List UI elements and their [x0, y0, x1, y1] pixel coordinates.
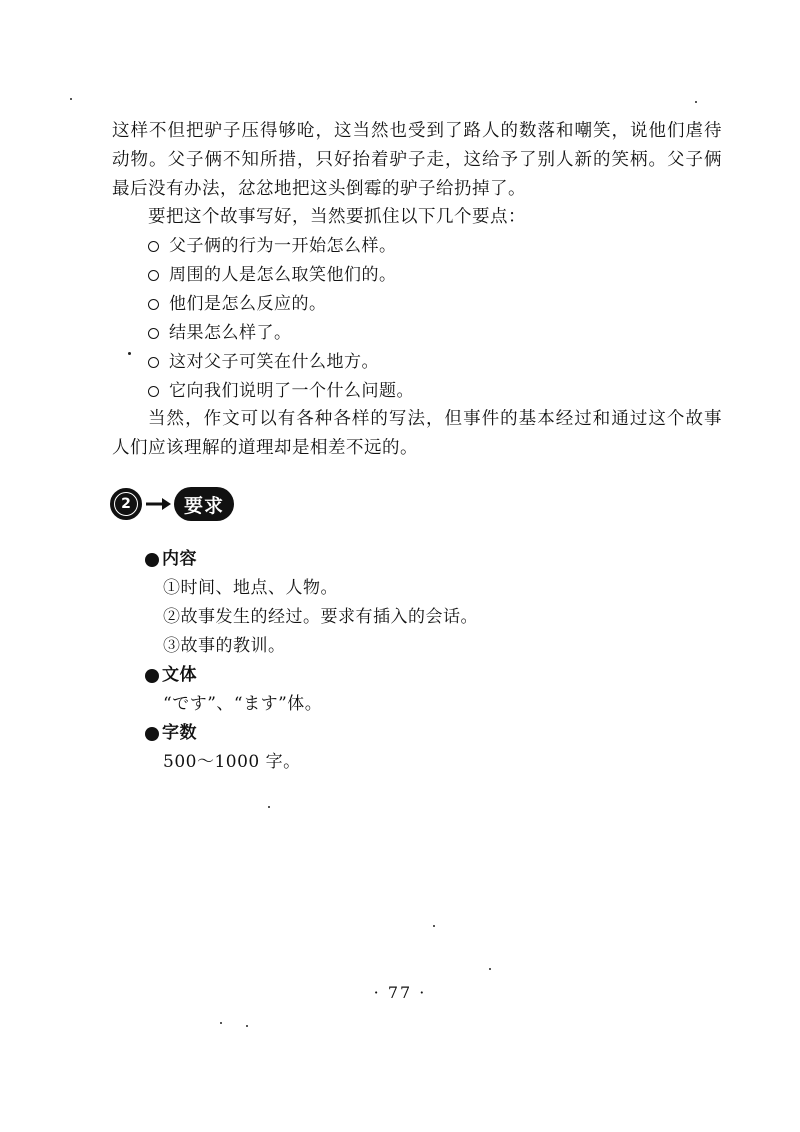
style-value: “です”、“ます”体。	[163, 694, 323, 714]
scan-speck	[433, 925, 435, 927]
scan-speck	[268, 806, 270, 808]
circle-bullet-icon	[148, 328, 159, 339]
list-item: 结果怎么样了。	[148, 319, 414, 348]
scan-speck	[246, 1025, 248, 1027]
requirements-block	[145, 545, 478, 777]
filled-dot-icon	[145, 727, 159, 741]
word-count-heading: 字数	[145, 719, 478, 748]
content-heading: 内容	[145, 545, 478, 574]
scan-speck	[220, 1022, 222, 1024]
circle-bullet-icon	[148, 386, 159, 397]
paragraph-conclusion: 当然，作文可以有各种各样的写法，但事件的基本经过和通过这个故事人们应该理解的道理却是相差不远的。	[112, 409, 722, 458]
content-item: ①时间、地点、人物。	[163, 578, 338, 598]
paragraph-key-points-intro: 要把这个故事写好，当然要抓住以下几个要点：	[148, 207, 526, 227]
scan-speck	[489, 968, 491, 970]
filled-dot-icon	[145, 553, 159, 567]
section-title-badge: 要求	[174, 487, 234, 521]
word-count-value: 500～1000 字。	[163, 752, 301, 772]
list-item: 这对父子可笑在什么地方。	[148, 348, 414, 377]
arrow-right-icon	[144, 494, 172, 514]
content-item: ③故事的教训。	[163, 636, 286, 656]
circle-bullet-icon	[148, 241, 159, 252]
style-heading: 文体	[145, 661, 478, 690]
page-number: · 77 ·	[373, 983, 427, 1002]
list-item: 父子俩的行为一开始怎么样。	[148, 232, 414, 261]
section-number-badge: 2	[110, 488, 142, 520]
paragraph-story-end: 这样不但把驴子压得够呛，这当然也受到了路人的数落和嘲笑，说他们虐待动物。父子俩不知所措，只好抬着驴子走，这给予了别人新的笑柄。父子俩最后没有办法，忿忿地把这头倒霉的驴子给扔掉了。	[112, 121, 722, 199]
section-heading	[110, 487, 234, 521]
circle-bullet-icon	[148, 357, 159, 368]
circle-bullet-icon	[148, 299, 159, 310]
filled-dot-icon	[145, 669, 159, 683]
circle-bullet-icon	[148, 270, 159, 281]
list-item: 它向我们说明了一个什么问题。	[148, 377, 414, 406]
list-item: 周围的人是怎么取笑他们的。	[148, 261, 414, 290]
key-points-list	[148, 232, 414, 406]
list-item: 他们是怎么反应的。	[148, 290, 414, 319]
scan-speck	[70, 98, 72, 100]
scan-speck	[128, 352, 131, 355]
scan-speck	[695, 101, 697, 103]
content-item: ②故事发生的经过。要求有插入的会话。	[163, 607, 478, 627]
